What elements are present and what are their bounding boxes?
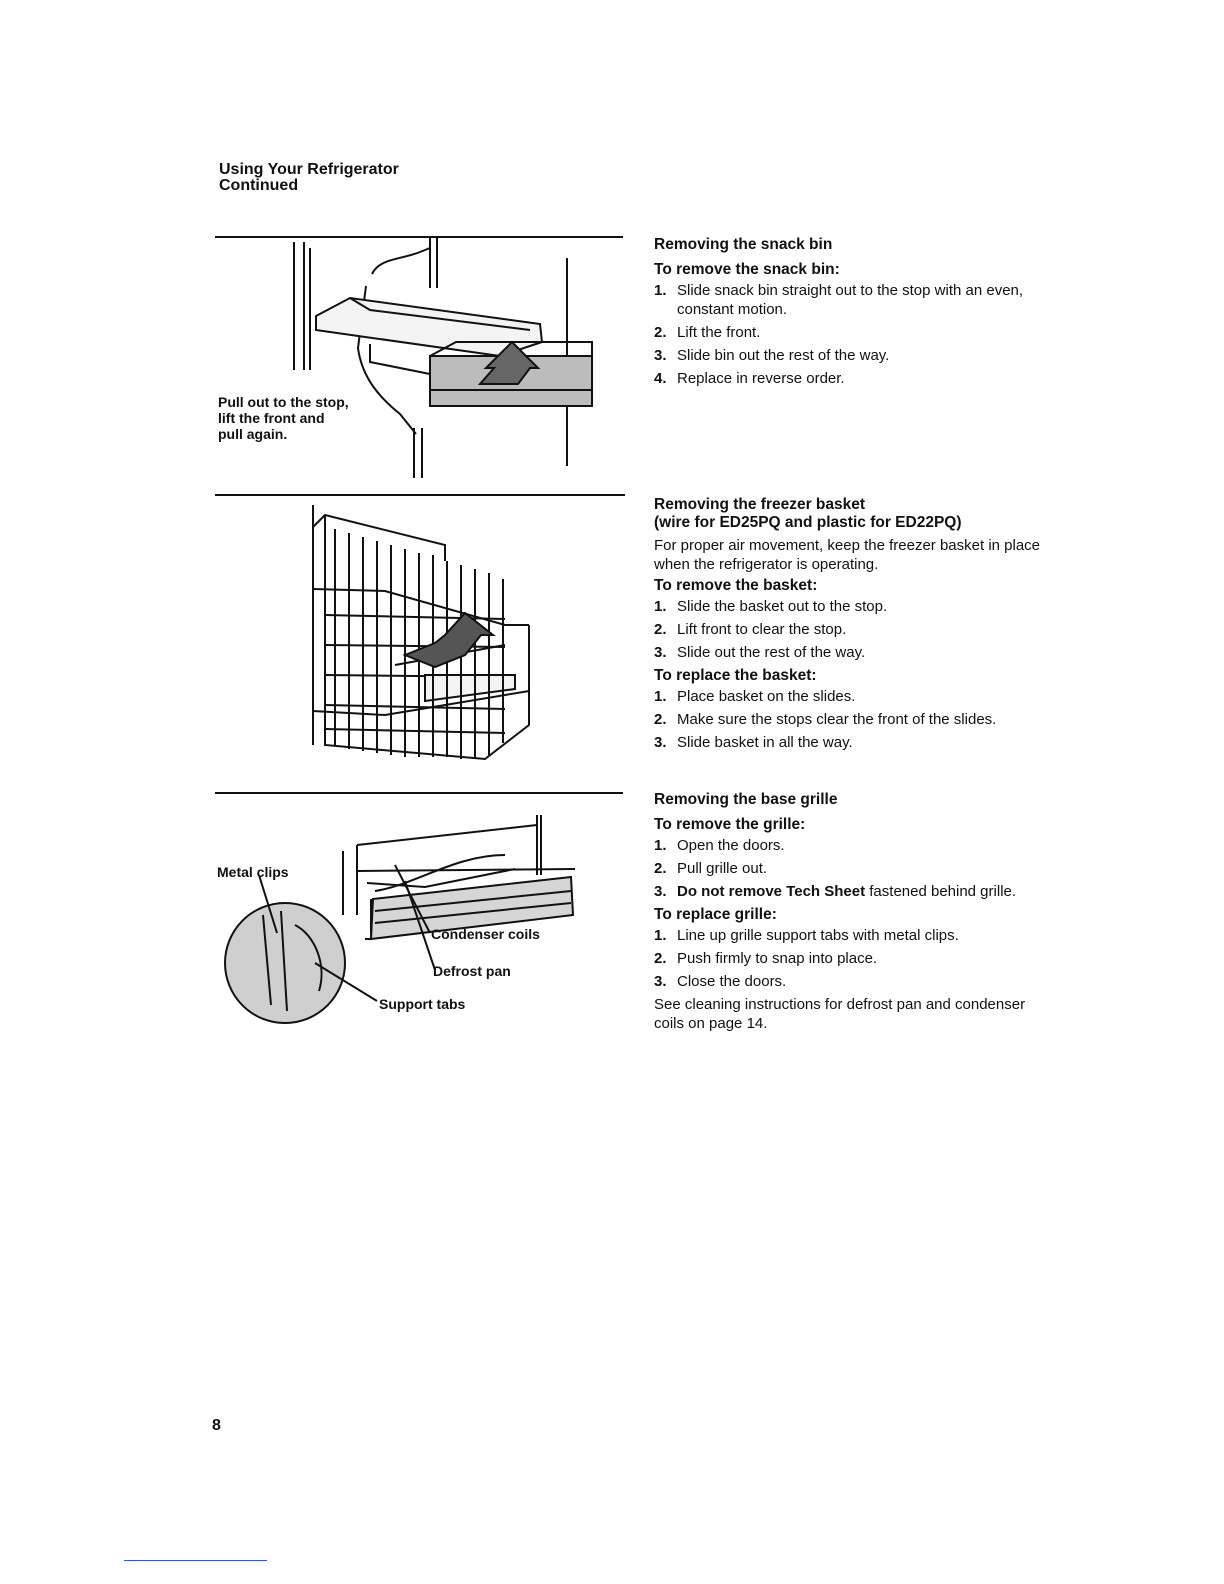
list-item: 2. Pull grille out. [654,860,768,877]
list-item: 1. Place basket on the slides. [654,688,856,705]
snack-bin-subtitle: To remove the snack bin: [654,261,840,278]
base-grille-title: Removing the base grille [654,791,838,808]
label-support-tabs: Support tabs [379,996,466,1012]
list-item: 1. Open the doors. [654,837,785,854]
label-condenser-coils: Condenser coils [431,926,540,942]
label-defrost-pan: Defrost pan [433,963,511,979]
callout-line-3: pull again. [218,426,288,442]
list-item: 4. Replace in reverse order. [654,370,845,387]
list-item: 1. Line up grille support tabs with metal clips. [654,927,959,944]
page-number: 8 [212,1417,221,1434]
replace-grille-steps [654,926,1054,991]
replace-grille-heading: To replace grille: [654,906,777,923]
cleaning-note: See cleaning instructions for defrost pan and condenser coils on page 14. [654,996,1026,1032]
list-item: 3. Slide out the rest of the way. [654,644,866,661]
list-item: 3. Slide basket in all the way. [654,734,853,751]
remove-grille-steps [654,836,1054,901]
list-item: 2. Lift front to clear the stop. [654,621,847,638]
replace-basket-steps [654,687,1054,752]
snack-bin-illustration [280,238,600,478]
remove-grille-heading: To remove the grille: [654,816,806,833]
divider-lower [215,792,623,794]
list-item: 2. Make sure the stops clear the front of the slides. [654,711,997,728]
list-item: 1. Slide snack bin straight out to the stop with an even, constant motion. [654,282,1024,318]
freezer-basket-title: Removing the freezer basket (wire for ED25PQ and plastic for ED22PQ) [654,496,962,531]
remove-basket-steps [654,597,1054,662]
snack-bin-steps [654,281,1054,388]
tech-sheet-warning: Do not remove Tech Sheet [677,883,866,900]
remove-basket-heading: To remove the basket: [654,577,818,594]
freezer-basket-section [654,496,1054,756]
snack-bin-section [654,236,1054,392]
snack-bin-callout [218,394,349,442]
list-item: 2. Push firmly to snap into place. [654,950,878,967]
list-item: 3. Close the doors. [654,973,787,990]
list-item: 2. Lift the front. [654,324,761,341]
freezer-basket-intro: For proper air movement, keep the freezer basket in place when the refrigerator is operating. [654,537,1041,573]
label-metal-clips: Metal clips [217,864,289,880]
footer-line [124,1560,267,1561]
freezer-basket-illustration [305,505,545,775]
snack-bin-title: Removing the snack bin [654,236,833,253]
callout-line-2: lift the front and [218,410,325,426]
base-grille-labels [215,815,585,1045]
header-title: Using Your Refrigerator [219,161,399,178]
list-item: 3. Do not remove Tech Sheet fastened behind grille. [654,883,1017,900]
replace-basket-heading: To replace the basket: [654,667,817,684]
header-subtitle: Continued [219,177,299,194]
page-header [219,162,399,194]
list-item: 1. Slide the basket out to the stop. [654,598,888,615]
list-item: 3. Slide bin out the rest of the way. [654,347,890,364]
divider-middle [215,494,625,496]
callout-line-1: Pull out to the stop, [218,394,349,410]
base-grille-section [654,791,1054,1035]
